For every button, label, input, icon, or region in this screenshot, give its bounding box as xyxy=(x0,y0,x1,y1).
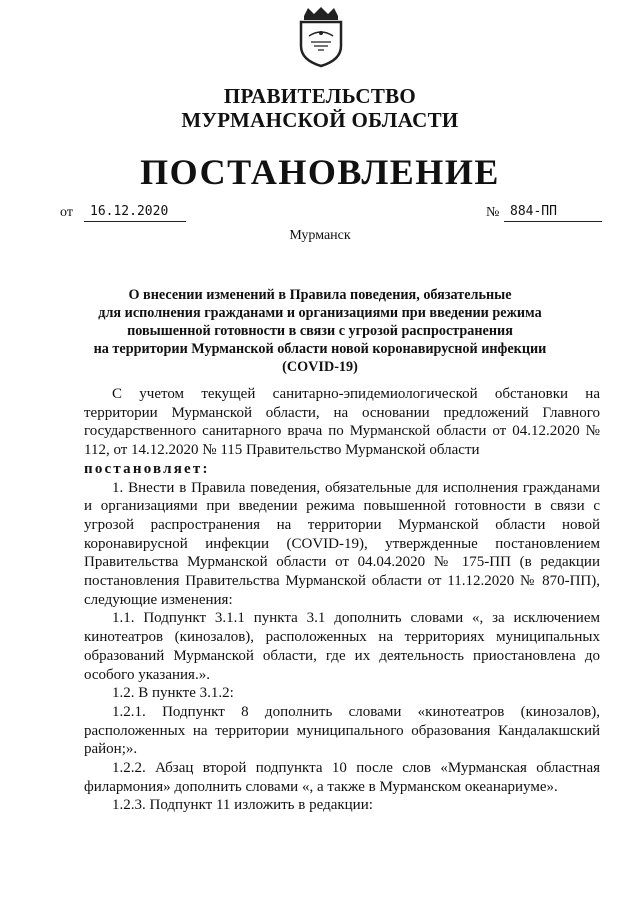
city: Мурманск xyxy=(289,228,351,243)
government-name xyxy=(0,84,640,132)
org-line-2: МУРМАНСКОЙ ОБЛАСТИ xyxy=(181,108,459,132)
resolution-word: постановляет: xyxy=(84,460,210,477)
clause-1-2-1: 1.2.1. Подпункт 8 дополнить словами «кинотеатров (кинозалов), расположенных на территории муниципального образования Кандалакшский район;». xyxy=(84,703,600,758)
clause-1-2-2: 1.2.2. Абзац второй подпункта 10 после слов «Мурманская областная филармония» дополнить словами «, а также в Мурманском океанариуме». xyxy=(84,760,600,795)
document-type: ПОСТАНОВЛЕНИЕ xyxy=(140,152,500,192)
title-line: для исполнения гражданами и организациями при введении режима xyxy=(98,305,542,321)
org-line-1: ПРАВИТЕЛЬСТВО xyxy=(223,84,417,108)
resolution-word-paragraph xyxy=(84,460,600,479)
document-body xyxy=(84,385,600,815)
intro-paragraph: С учетом текущей санитарно-эпидемиологической обстановки на территории Мурманской области, на основании предложений Главного государственного санитарного врача по Мурманской области от 04.12.2020 № 112, от 14.12.2020 № 115 Правительство Мурманской области xyxy=(84,386,600,459)
clause-1: 1. Внести в Правила поведения, обязательные для исполнения гражданами и организациями при введении режима повышенной готовности в связи с угрозой распространения на территории Мурманской области новой коронавирусной инфекции (COVID-19), утвержденные постановлением Правительства Мурманской области от 04.04.2020 № 175-ПП (в редакции постановления Правительства Мурманской области от 11.12.2020 № 870-ПП), следующие изменения: xyxy=(84,479,600,608)
number-label: № xyxy=(486,205,500,220)
date-label: от xyxy=(60,205,73,220)
clause-1-2-3: 1.2.3. Подпункт 11 изложить в редакции: xyxy=(112,797,373,814)
clause-1-2: 1.2. В пункте 3.1.2: xyxy=(112,685,234,702)
title-line: повышенной готовности в связи с угрозой распространения xyxy=(127,323,513,339)
number-value: 884-ПП xyxy=(504,203,602,222)
date-value: 16.12.2020 xyxy=(84,203,186,222)
clause-1-1: 1.1. Подпункт 3.1.1 пункта 3.1 дополнить словами «, за исключением кинотеатров (кинозалов), расположенных на территориях муниципальных образований Мурманской области, где их деятельность приостановлена до особого указания.». xyxy=(84,610,600,683)
date-number-row xyxy=(60,200,600,226)
coat-of-arms-icon xyxy=(294,6,348,68)
title-line: на территории Мурманской области новой коронавирусной инфекции xyxy=(93,341,547,357)
title-line: О внесении изменений в Правила поведения, обязательные xyxy=(128,287,512,303)
title-line: (COVID-19) xyxy=(282,359,358,375)
document-title xyxy=(60,286,580,376)
